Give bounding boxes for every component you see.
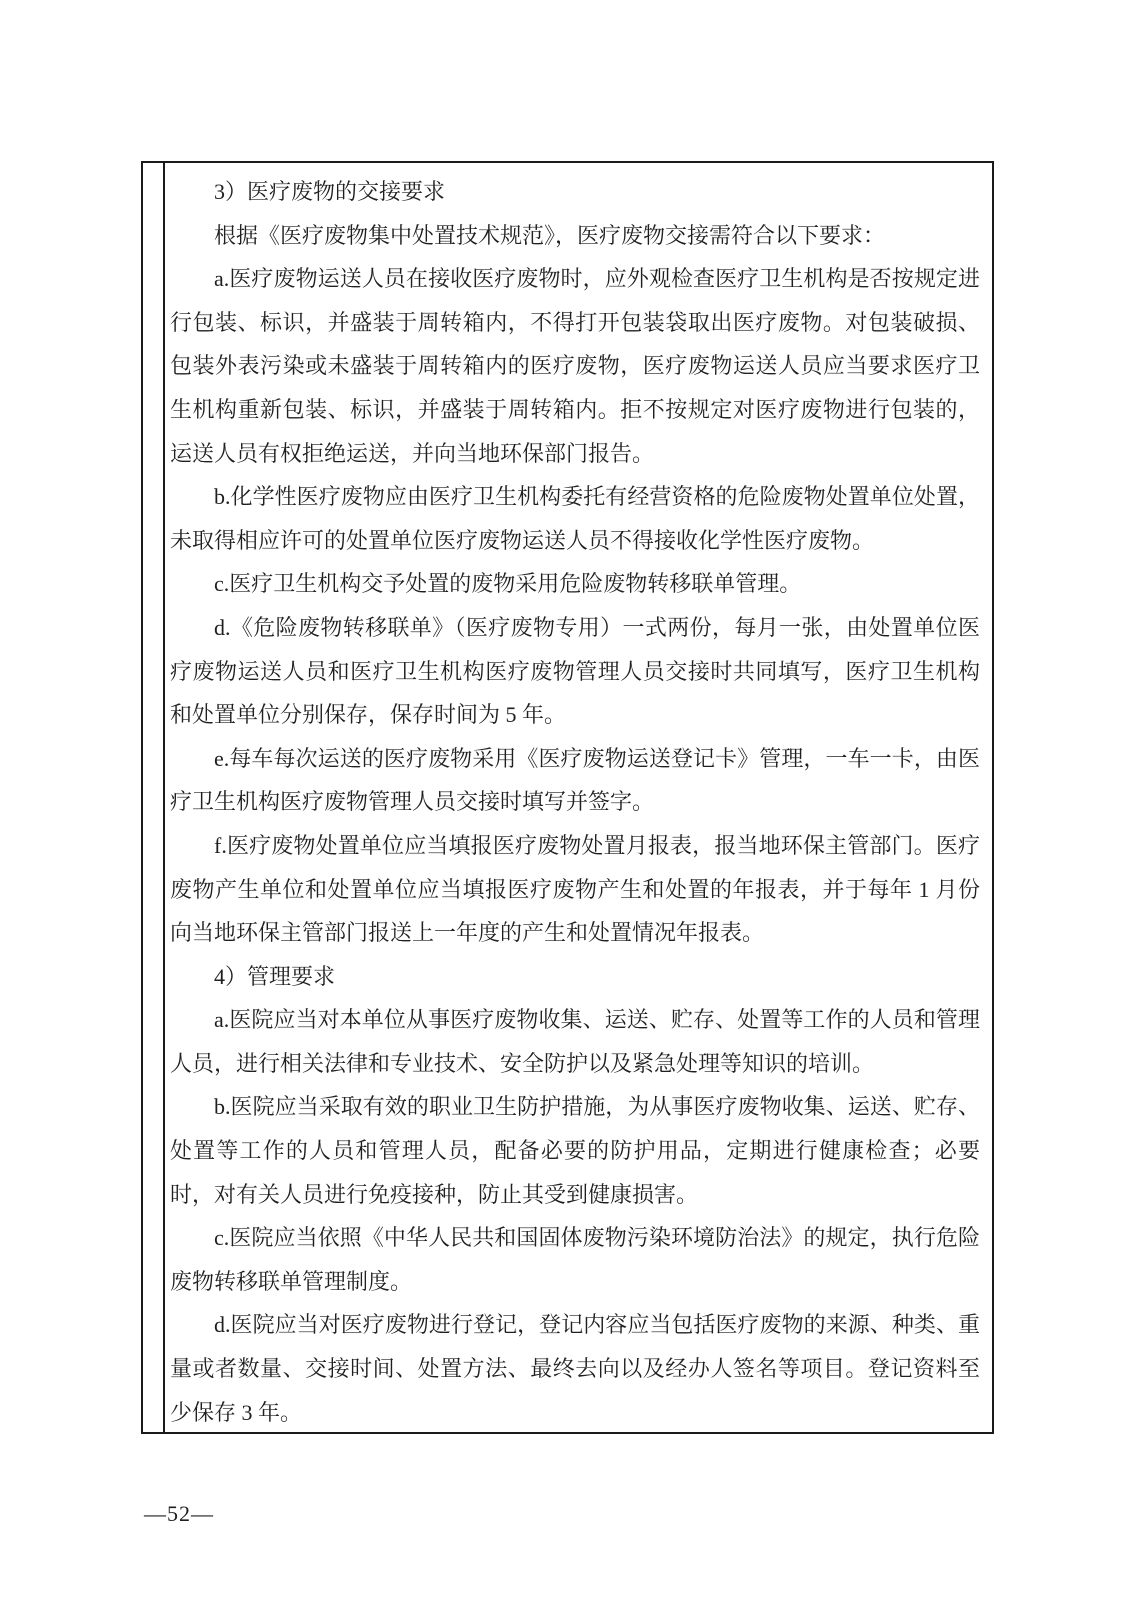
paragraph-mgmt-c: c.医院应当依照《中华人民共和国固体废物污染环境防治法》的规定，执行危险废物转移联单管理制度。 [170,1225,980,1294]
table-content-cell [165,163,992,1432]
page-number: —52— [144,1501,214,1526]
paragraph-mgmt-b: b.医院应当采取有效的职业卫生防护措施，为从事医疗废物收集、运送、贮存、处置等工作的人员和管理人员，配备必要的防护用品，定期进行健康检查；必要时，对有关人员进行免疫接种，防止其受到健康损害。 [170,1094,980,1207]
paragraph-handover-c: c.医疗卫生机构交予处置的废物采用危险废物转移联单管理。 [214,571,802,597]
paragraph-handover-f: f.医疗废物处置单位应当填报医疗废物处置月报表，报当地环保主管部门。医疗废物产生单位和处置单位应当填报医疗废物产生和处置的年报表，并于每年 1 月份向当地环保主管部门报送上一年度的产生和处置情况年报表。 [170,832,980,946]
paragraph-mgmt-d: d.医院应当对医疗废物进行登记，登记内容应当包括医疗废物的来源、种类、重量或者数量、交接时间、处置方法、最终去向以及经办人签名等项目。登记资料至少保存 3 年。 [170,1312,980,1425]
paragraph-section3-heading: 3）医疗废物的交接要求 [214,179,446,204]
paragraph-basis: 根据《医疗废物集中处置技术规范》，医疗废物交接需符合以下要求： [214,222,886,248]
paragraph-mgmt-a: a.医院应当对本单位从事医疗废物收集、运送、贮存、处置等工作的人员和管理人员，进行相关法律和专业技术、安全防护以及紧急处理等知识的培训。 [170,1007,980,1076]
paragraph-handover-b: b.化学性医疗废物应由医疗卫生机构委托有经营资格的危险废物处置单位处置，未取得相应许可的处置单位医疗废物运送人员不得接收化学性医疗废物。 [170,484,980,553]
document-table [141,161,994,1434]
paragraph-handover-e: e.每车每次运送的医疗废物采用《医疗废物运送登记卡》管理，一车一卡，由医疗卫生机构医疗废物管理人员交接时填写并签字。 [170,745,980,815]
table-gutter-column [143,163,165,1432]
paragraph-handover-a: a.医疗废物运送人员在接收医疗废物时，应外观检查医疗卫生机构是否按规定进行包装、标识，并盛装于周转箱内，不得打开包装袋取出医疗废物。对包装破损、包装外表污染或未盛装于周转箱内的医疗废物，医疗废物运送人员应当要求医疗卫生机构重新包装、标识，并盛装于周转箱内。拒不按规定对医疗废物进行包装的，运送人员有权拒绝运送，并向当地环保部门报告。 [170,266,980,466]
paragraph-handover-d: d.《危险废物转移联单》（医疗废物专用）一式两份，每月一张，由处置单位医疗废物运送人员和医疗卫生机构医疗废物管理人员交接时共同填写，医疗卫生机构和处置单位分别保存，保存时间为 5 年。 [170,614,980,728]
paragraph-section4-heading: 4）管理要求 [214,963,336,989]
